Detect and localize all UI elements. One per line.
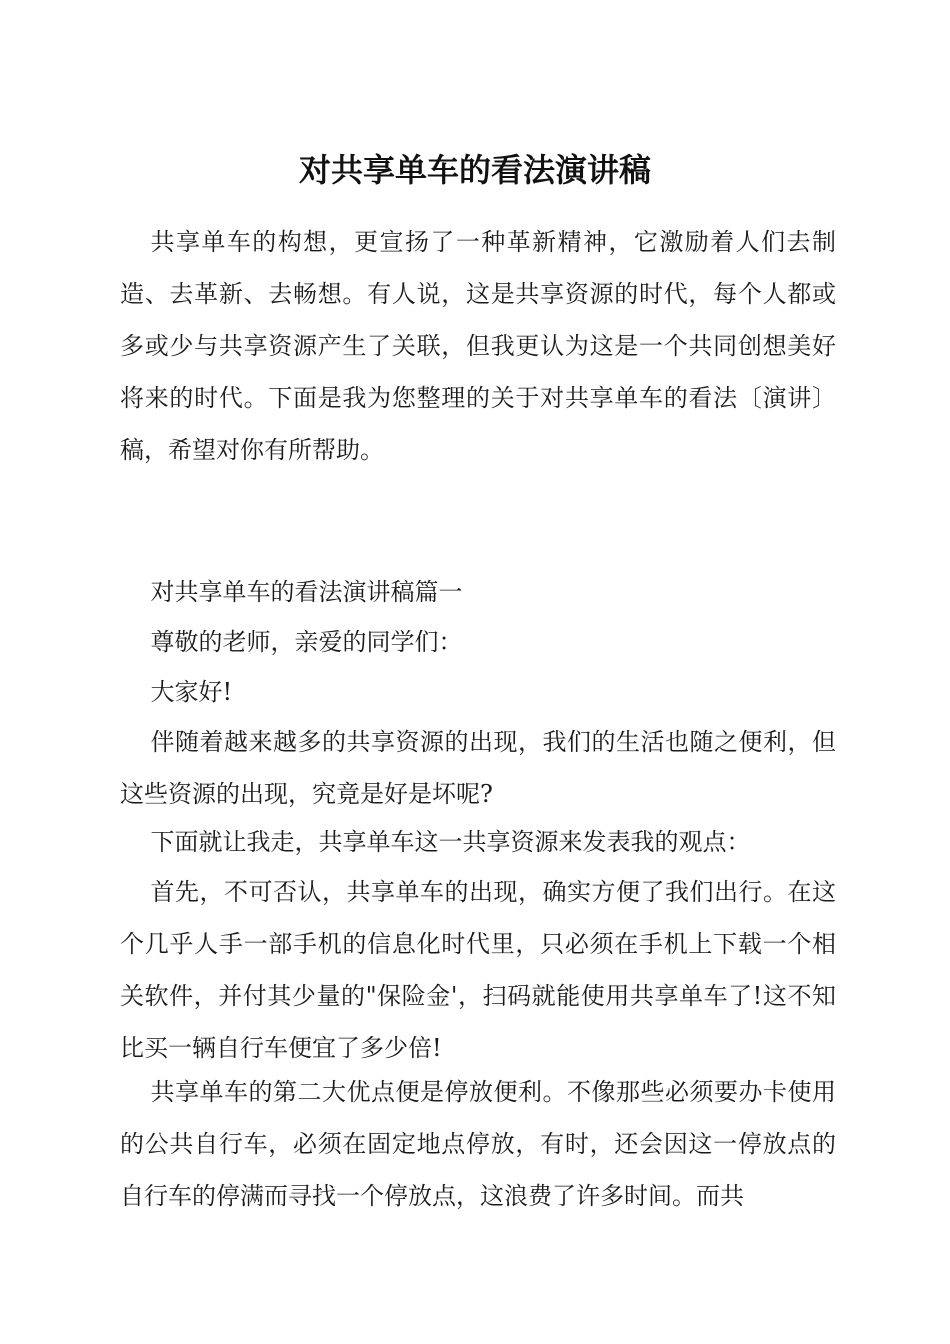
greeting-paragraph: 大家好! xyxy=(150,678,233,706)
section-heading: 对共享单车的看法演讲稿篇一 xyxy=(150,578,463,606)
body-paragraph-topic: 下面就让我走，共享单车这一共享资源来发表我的观点： xyxy=(150,828,751,856)
body-paragraph-first-point: 首先，不可否认，共享单车的出现，确实方便了我们出行。在这个几乎人手一部手机的信息化时代里，只必须在手机上下载一个相关软件，并付其少量的"保险金'，扫码就能使用共享单车了!这不知比买一辆自行车便宜了多少倍! xyxy=(120,878,836,1062)
body-paragraph-intro: 伴随着越来越多的共享资源的出现，我们的生活也随之便利，但这些资源的出现，究竟是好是坏呢? xyxy=(120,728,836,808)
document-title: 对共享单车的看法演讲稿 xyxy=(298,151,651,189)
body-paragraph-second-point: 共享单车的第二大优点便是停放便利。不像那些必须要办卡使用的公共自行车，必须在固定地点停放，有时，还会因这一停放点的自行车的停满而寻找一个停放点，这浪费了许多时间。而共 xyxy=(120,1078,836,1210)
salutation-paragraph: 尊敬的老师，亲爱的同学们： xyxy=(150,628,463,656)
intro-paragraph: 共享单车的构想，更宣扬了一种革新精神，它激励着人们去制造、去革新、去畅想。有人说，这是共享资源的时代，每个人都或多或少与共享资源产生了关联，但我更认为这是一个共同创想美好将来的时代。下面是我为您整理的关于对共享单车的看法〔演讲〕稿，希望对你有所帮助。 xyxy=(120,228,836,464)
